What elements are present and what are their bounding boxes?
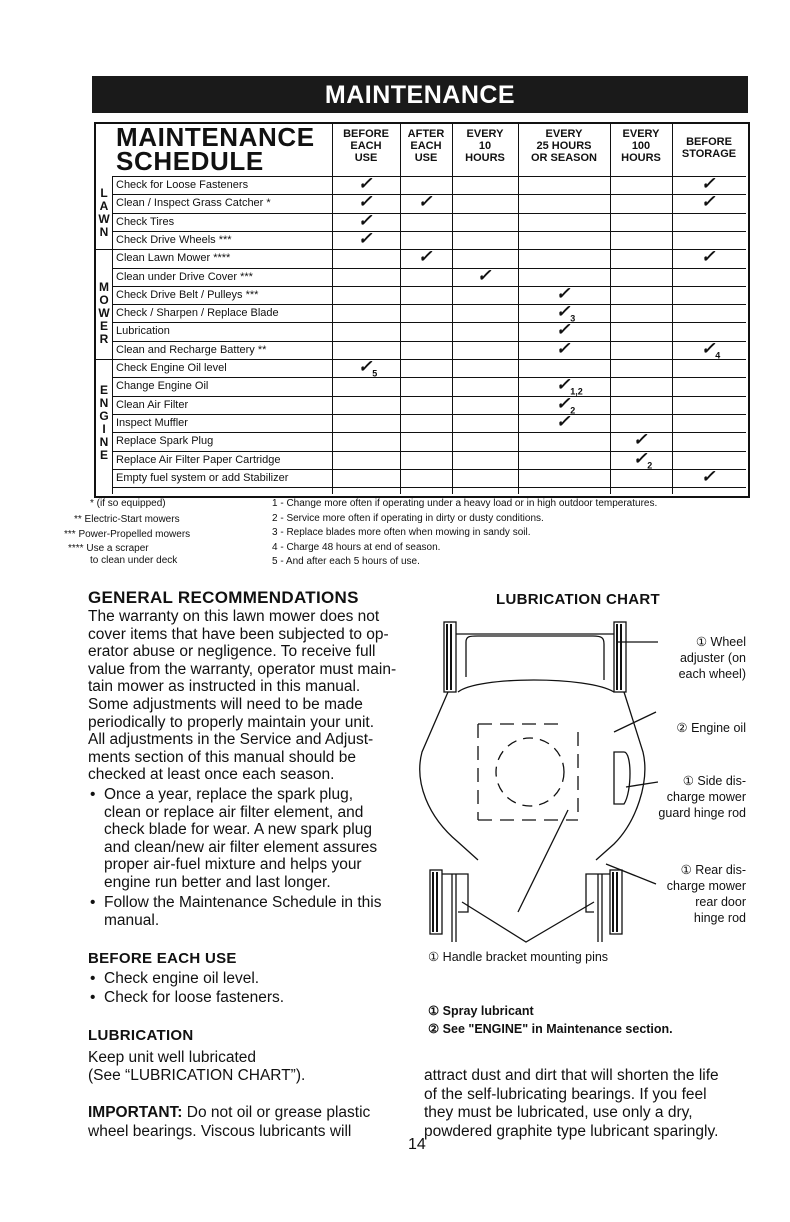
check-mark: ✓ (418, 247, 433, 267)
column-header-line: BEFORE (686, 136, 732, 148)
general-line: Some adjustments will need to be made (88, 696, 363, 713)
bullet-dot: • (90, 786, 96, 803)
general-heading: GENERAL RECOMMENDATIONS (88, 588, 359, 607)
col-divider (332, 122, 333, 494)
callout-rear-2: charge mower (666, 879, 746, 893)
check-mark: ✓ (556, 283, 571, 303)
check-mark: $✓_4$ (701, 338, 721, 361)
task-row-label: Check Drive Wheels *** (116, 233, 232, 246)
footnote-numbered: 2 - Service more often if operating in dirty or dusty conditions. (272, 512, 544, 524)
callout-rear-3: rear door (695, 895, 746, 909)
column-header-line: 100 (631, 140, 651, 152)
task-row-label: Check Tires (116, 215, 175, 228)
mower-diagram (418, 612, 658, 952)
column-header-line: BEFORE (343, 128, 389, 140)
row-divider (112, 268, 746, 269)
column-header-line: EVERY (466, 128, 504, 140)
task-row-label: Change Engine Oil (116, 380, 209, 393)
group-letter: E (99, 318, 108, 333)
task-row-label: Lubrication (116, 325, 170, 338)
row-divider (112, 414, 746, 415)
general-line: ments section of this manual should be (88, 748, 356, 766)
bullet-line: proper air-fuel mixture and helps your (104, 856, 362, 874)
row-divider (112, 396, 746, 397)
group-letter: W (98, 305, 110, 320)
bullet-line: engine run better and last longer. (104, 874, 331, 891)
column-header-line: AFTER (407, 128, 445, 140)
bullet-line: check blade for wear. A new spark plug (104, 821, 372, 839)
check-mark: ✓ (358, 192, 373, 212)
task-row-label: Clean and Recharge Battery ** (116, 343, 267, 356)
column-header-line: HOURS (621, 152, 661, 164)
check-mark: ✓ (701, 466, 716, 486)
check-mark: $✓_3$ (556, 302, 576, 324)
callout-side-1: ① Side dis- (682, 774, 746, 788)
right-line: of the self-lubricating bearings. If you feel (424, 1085, 707, 1103)
schedule-title-line2: SCHEDULE (116, 146, 264, 176)
group-letter: L (100, 185, 108, 200)
group-letter: A (99, 198, 109, 213)
important-line2: wheel bearings. Viscous lubricants will (88, 1123, 352, 1140)
bullet-dot: • (90, 894, 96, 911)
banner-title: MAINTENANCE (324, 81, 516, 109)
chart-legend-1: ① Spray lubricant (428, 1004, 534, 1018)
group-letter: E (99, 448, 108, 463)
group-letter: G (99, 409, 109, 424)
group-letter: R (99, 331, 109, 346)
callout-rear-1: ① Rear dis- (680, 863, 746, 877)
general-line: value from the warranty, operator must main- (88, 660, 397, 678)
check-mark: ✓ (358, 174, 373, 193)
bullet-line: clean or replace air filter element, and (104, 803, 364, 821)
footnote-symbol: *** Power-Propelled mowers (64, 529, 191, 540)
general-line: cover items that have been subjected to op- (88, 625, 389, 643)
check-mark: ✓ (477, 265, 492, 285)
general-line: The warranty on this lawn mower does not (88, 608, 380, 625)
column-header-line: EACH (410, 140, 442, 152)
important-text1: Do not oil or grease plastic (186, 1104, 371, 1121)
col-divider (518, 122, 519, 494)
check-mark: $✓_5$ (358, 357, 378, 379)
row-divider (112, 304, 746, 305)
row-divider (112, 231, 746, 232)
column-header-line: USE (414, 152, 438, 164)
column-header-line: 10 (478, 140, 492, 152)
check-mark: ✓ (358, 210, 373, 230)
group-label-1 (97, 281, 111, 346)
before-use-item: Check for loose fasteners. (104, 989, 285, 1006)
footnote-numbered: 4 - Charge 48 hours at end of season. (272, 541, 441, 553)
check-mark: ✓ (633, 430, 648, 450)
row-divider (112, 487, 746, 488)
section-banner (92, 76, 748, 113)
task-row-label: Check / Sharpen / Replace Blade (116, 307, 279, 320)
group-letter: I (102, 422, 106, 437)
callout-wheel-3: each wheel) (678, 667, 746, 681)
bullet-dot: • (90, 989, 96, 1006)
col-divider (400, 122, 401, 494)
important-line1 (88, 1104, 370, 1122)
task-row-label: Replace Spark Plug (116, 435, 214, 448)
column-header-5 (672, 136, 746, 160)
general-line: checked at least once each season. (88, 766, 335, 784)
lubrication-line1: Keep unit well lubricated (88, 1049, 257, 1066)
group-letter: N (99, 396, 109, 411)
task-row-label: Clean Air Filter (116, 398, 189, 411)
callout-side-3: guard hinge rod (658, 806, 746, 820)
footnote-symbol: **** Use a scraper (68, 543, 149, 554)
task-row-label: Clean Lawn Mower **** (116, 252, 231, 265)
col-divider (452, 122, 453, 494)
column-header-line: EACH (350, 140, 382, 152)
callout-wheel-1: ① Wheel (695, 635, 746, 649)
callout-side-discharge (630, 773, 746, 821)
schedule-title-line1: MAINTENANCE (116, 122, 315, 152)
before-each-use-heading: BEFORE EACH USE (88, 950, 237, 967)
group-label-2 (97, 384, 111, 462)
check-mark: ✓ (701, 247, 716, 267)
row-divider (112, 286, 746, 287)
task-row-label: Check for Loose Fasteners (116, 179, 249, 191)
row-divider (112, 341, 746, 342)
check-mark: ✓ (701, 174, 716, 193)
chart-legend-2: ② See "ENGINE" in Maintenance section. (428, 1022, 673, 1036)
right-line: they must be lubricated, use only a dry, (424, 1104, 693, 1121)
callout-engine-oil: ② Engine oil (676, 721, 746, 735)
task-col-divider (112, 176, 113, 494)
column-header-line: OR SEASON (530, 152, 597, 164)
check-mark: ✓ (418, 192, 433, 212)
lubrication-line2: (See “LUBRICATION CHART”). (88, 1067, 306, 1084)
footnote-numbered: 1 - Change more often if operating under a heavy load or in high outdoor temperatures. (272, 498, 658, 509)
callout-side-2: charge mower (666, 790, 746, 804)
check-mark: ✓ (358, 228, 373, 248)
callout-rear-4: hinge rod (693, 911, 746, 925)
task-row-label: Clean / Inspect Grass Catcher * (116, 197, 271, 210)
column-header-1 (400, 128, 452, 164)
footnote-symbol: to clean under deck (90, 555, 178, 566)
group-letter: M (99, 279, 109, 294)
task-row-label: Clean under Drive Cover *** (116, 270, 253, 283)
footnote-symbol: ** Electric-Start mowers (74, 514, 180, 525)
page-number: 14 (408, 1136, 426, 1153)
header-divider (112, 176, 746, 177)
check-mark: ✓ (556, 411, 571, 431)
general-line: periodically to properly maintain your unit. (88, 713, 375, 731)
check-mark: ✓ (556, 320, 571, 340)
footnote-symbol: * (if so equipped) (90, 498, 166, 509)
check-mark-footnote: 2 (570, 404, 576, 415)
check-mark: ✓ (701, 192, 716, 212)
group-label-0 (97, 187, 111, 239)
before-use-item: Check engine oil level. (104, 970, 260, 987)
general-line: tain mower as instructed in this manual. (88, 678, 361, 696)
check-mark-footnote: 4 (715, 350, 721, 361)
task-row-label: Inspect Muffler (116, 416, 188, 429)
callout-handle-bracket: ① Handle bracket mounting pins (428, 950, 609, 964)
col-divider (672, 122, 673, 494)
right-line: attract dust and dirt that will shorten the life (424, 1067, 719, 1084)
group-letter: E (99, 383, 108, 398)
column-header-line: EVERY (545, 128, 583, 140)
bullet-line: Once a year, replace the spark plug, (104, 786, 354, 803)
lubrication-heading: LUBRICATION (88, 1027, 194, 1044)
column-header-0 (332, 128, 400, 164)
row-divider (112, 432, 746, 433)
task-row-label: Replace Air Filter Paper Cartridge (116, 453, 281, 466)
task-row-label: Check Drive Belt / Pulleys *** (116, 288, 259, 301)
footnote-numbered: 3 - Replace blades more often when mowing in sandy soil. (272, 527, 531, 538)
col-divider (610, 122, 611, 494)
chart-heading: LUBRICATION CHART (496, 591, 660, 608)
check-mark-footnote: 2 (647, 459, 653, 470)
row-divider (112, 377, 746, 378)
callout-rear-discharge (630, 862, 746, 926)
check-mark: $✓_{1,2}$ (556, 375, 583, 397)
row-divider (112, 213, 746, 214)
check-mark: $✓_2$ (556, 393, 576, 415)
task-row-label: Empty fuel system or add Stabilizer (116, 471, 289, 484)
check-mark: $✓_2$ (633, 448, 653, 470)
group-letter: O (99, 292, 109, 307)
group-letter: N (99, 435, 109, 450)
column-header-line: USE (354, 152, 378, 164)
row-divider (112, 322, 746, 323)
column-header-line: STORAGE (681, 148, 737, 160)
column-header-line: 25 HOURS (536, 140, 592, 152)
group-letter: N (99, 224, 109, 239)
check-mark-footnote: 1,2 (570, 386, 583, 397)
right-line: powdered graphite type lubricant sparingly. (424, 1122, 719, 1140)
general-line: erator abuse or negligence. To receive full (88, 643, 376, 661)
important-label: IMPORTANT: (88, 1104, 183, 1121)
maintenance-schedule-table (94, 122, 748, 496)
group-letter: W (98, 211, 110, 226)
general-line: All adjustments in the Service and Adjust- (88, 731, 374, 749)
column-header-4 (610, 128, 672, 164)
row-divider (94, 359, 746, 360)
task-row-label: Check Engine Oil level (116, 362, 227, 374)
column-header-line: HOURS (465, 152, 505, 164)
check-mark-footnote: 5 (372, 368, 378, 379)
bullet-dot: • (90, 970, 96, 987)
column-header-2 (452, 128, 518, 164)
check-mark: ✓ (556, 338, 571, 358)
bullet-line: Follow the Maintenance Schedule in this (104, 894, 382, 911)
footnote-numbered: 5 - And after each 5 hours of use. (272, 556, 420, 567)
bullet-line: manual. (104, 911, 160, 929)
column-header-line: EVERY (622, 128, 660, 140)
check-mark-footnote: 3 (570, 313, 576, 324)
column-header-3 (518, 128, 610, 164)
callout-wheel-2: adjuster (on (679, 651, 746, 665)
bullet-line: and clean/new air filter element assures (104, 838, 378, 856)
callout-wheel (644, 634, 746, 682)
